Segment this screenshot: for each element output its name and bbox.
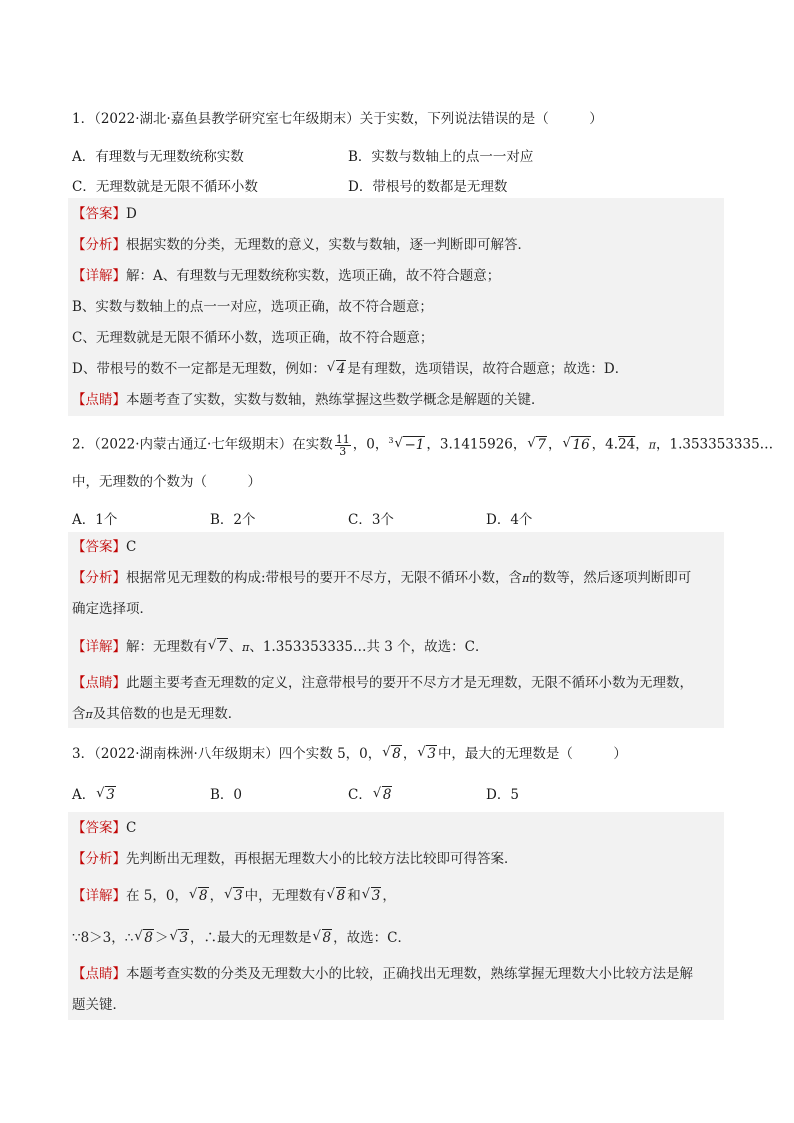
radicand: 8 <box>198 888 208 904</box>
detail-text: ， <box>209 888 224 904</box>
comment-text: 含 <box>72 706 86 722</box>
q3-stem <box>72 742 722 762</box>
analysis-text: 根据常见无理数的构成:带根号的要开不尽方，无限不循环小数，含 <box>126 570 523 586</box>
option-label: A． <box>72 787 96 803</box>
pi-symbol: π <box>522 572 530 585</box>
radicand: 3 <box>427 746 436 762</box>
detail-text: 在 5，0， <box>126 888 188 904</box>
detail-text: 解：A、有理数与无理数统称实数，选项正确，故不符合题意； <box>126 268 501 284</box>
q2-option-b: B．2个 <box>210 512 256 528</box>
comment-tag: 【点睛】 <box>72 966 126 982</box>
analysis-tag: 【分析】 <box>72 851 126 867</box>
q2-analysis-2: 确定选择项． <box>72 601 153 617</box>
detail-text: 是有理数，选项错误，故符合题意；故选：D． <box>347 361 629 377</box>
q2-solution-box <box>68 532 724 728</box>
radicand: 8 <box>382 787 392 803</box>
detail-text: ∵8＞3，∴ <box>72 930 134 946</box>
q3-answer <box>72 820 722 836</box>
radicand: 4 <box>336 361 346 377</box>
q1-option-c: C．无理数就是无限不循环小数 <box>72 179 258 195</box>
answer-tag: 【答案】 <box>72 206 126 222</box>
repeating-digits: 24 <box>618 436 636 453</box>
q3-detail-2 <box>72 930 722 946</box>
detail-text: ，∴最大的无理数是 <box>190 930 312 946</box>
sqrt-symbol <box>362 888 382 904</box>
detail-text: ， <box>382 888 396 904</box>
detail-tag: 【详解】 <box>72 268 126 284</box>
q2-comment-1 <box>72 675 722 691</box>
radicand: 8 <box>144 930 153 946</box>
stem-text: 中，最大的无理数是（ ） <box>437 746 627 762</box>
sqrt-symbol <box>208 639 228 655</box>
q1-answer <box>72 206 722 222</box>
q2-stem <box>72 428 774 459</box>
detail-text: ＞ <box>154 930 169 946</box>
detail-text: ，故选：C． <box>333 930 411 946</box>
sqrt-symbol <box>327 361 347 377</box>
cube-root-symbol <box>394 432 425 458</box>
q2-option-d: D．4个 <box>486 512 533 528</box>
radicand: 8 <box>322 930 332 946</box>
q2-comment-2 <box>72 706 722 723</box>
stem-text: 3．（2022·湖南株洲·八年级期末）四个实数 5，0， <box>72 746 382 762</box>
answer-tag: 【答案】 <box>72 820 126 836</box>
q1-detail-2: B、实数与数轴上的点一一对应，选项正确，故不符合题意； <box>72 299 433 315</box>
radicand: 3 <box>179 930 189 946</box>
sqrt-symbol <box>382 746 402 762</box>
stem-text: ，1.353353335… <box>655 436 774 453</box>
sqrt-symbol <box>189 888 209 904</box>
q3-option-a <box>72 783 117 803</box>
q2-option-c: C．3个 <box>348 512 394 528</box>
pi-symbol: π <box>242 641 250 654</box>
q3-option-b: B．0 <box>210 787 243 803</box>
q2-detail <box>72 639 722 656</box>
analysis-tag: 【分析】 <box>72 570 126 586</box>
detail-tag: 【详解】 <box>72 888 126 904</box>
radicand: 16 <box>572 436 590 453</box>
detail-text: D、带根号的数不一定都是无理数，例如： <box>72 361 326 377</box>
comment-text: 及其倍数的也是无理数． <box>92 706 242 722</box>
analysis-text: 根据实数的分类，无理数的意义，实数与数轴，逐一判断即可解答． <box>126 237 531 253</box>
q1-detail-4 <box>72 361 722 377</box>
stem-text: ，0， <box>352 436 389 453</box>
q2-option-a: A．1个 <box>72 512 118 528</box>
radicand: 8 <box>392 746 401 762</box>
sqrt-symbol <box>562 432 590 458</box>
q2-stem-line2: 中，无理数的个数为（ ） <box>72 474 261 490</box>
sqrt-symbol <box>313 930 333 946</box>
detail-text: 、1.353353335…共 3 个，故选：C． <box>249 639 489 655</box>
stem-text: ，4. <box>591 436 619 453</box>
q3-comment-2: 题关键． <box>72 997 126 1013</box>
q1-comment <box>72 392 722 408</box>
option-label: C． <box>348 787 372 803</box>
sqrt-symbol <box>373 787 393 803</box>
sqrt-symbol <box>327 888 347 904</box>
q1-detail-1 <box>72 268 722 284</box>
stem-text: ， <box>402 746 417 762</box>
q3-option-c <box>348 783 393 803</box>
detail-text: 和 <box>347 888 361 904</box>
stem-text: ， <box>547 436 562 453</box>
comment-text: 本题考查实数的分类及无理数大小的比较，正确找出无理数，熟练掌握无理数大小比较方法是解 <box>126 966 693 982</box>
radicand: −1 <box>404 436 425 453</box>
numerator: 11 <box>335 432 350 446</box>
sqrt-symbol <box>417 746 437 762</box>
sqrt-symbol <box>169 930 189 946</box>
answer-value: D <box>126 206 137 222</box>
sqrt-symbol <box>224 888 244 904</box>
q1-detail-3: C、无理数就是无限不循环小数，选项正确，故不符合题意； <box>72 330 434 346</box>
sqrt-symbol <box>527 432 547 458</box>
detail-text: 中，无理数有 <box>244 888 326 904</box>
q1-option-a: A．有理数与无理数统称实数 <box>72 149 244 165</box>
radicand: 7 <box>537 436 546 453</box>
answer-value: C <box>126 820 137 836</box>
answer-value: C <box>126 539 137 555</box>
analysis-tag: 【分析】 <box>72 237 126 253</box>
pi-symbol: π <box>85 708 93 721</box>
fraction <box>335 434 351 457</box>
stem-text: ， <box>635 436 649 453</box>
radicand: 8 <box>336 888 346 904</box>
detail-text: 解：无理数有 <box>126 639 207 655</box>
radicand: 3 <box>371 888 381 904</box>
q1-option-d: D．带根号的数都是无理数 <box>348 179 508 195</box>
q3-detail-1 <box>72 888 722 904</box>
comment-tag: 【点睛】 <box>72 392 126 408</box>
radicand: 3 <box>106 787 115 803</box>
stem-text: ，3.1415926， <box>426 436 527 453</box>
root-index: 3 <box>388 436 394 445</box>
comment-text: 本题考查了实数，实数与数轴，熟练掌握这些数学概念是解题的关键． <box>126 392 545 408</box>
sqrt-symbol <box>134 930 154 946</box>
stem-text: 2．（2022·内蒙古通辽·七年级期末）在实数 <box>72 436 333 453</box>
sqrt-symbol <box>96 787 116 803</box>
answer-tag: 【答案】 <box>72 539 126 555</box>
q3-analysis <box>72 851 722 867</box>
q3-option-d: D．5 <box>486 787 519 803</box>
analysis-text: 的数等，然后逐项判断即可 <box>529 570 692 586</box>
radicand: 7 <box>218 639 227 655</box>
q1-analysis <box>72 237 722 253</box>
detail-tag: 【详解】 <box>72 639 126 655</box>
denominator: 3 <box>339 444 347 458</box>
comment-tag: 【点睛】 <box>72 675 126 691</box>
q2-answer <box>72 539 722 555</box>
q1-stem: 1．（2022·湖北·嘉鱼县教学研究室七年级期末）关于实数，下列说法错误的是（ ） <box>72 111 603 127</box>
q1-option-b: B．实数与数轴上的点一一对应 <box>348 149 534 165</box>
analysis-text: 先判断出无理数，再根据无理数大小的比较方法比较即可得答案． <box>126 851 518 867</box>
comment-text: 此题主要考查无理数的定义，注意带根号的要开不尽方才是无理数，无限不循环小数为无理数， <box>126 675 693 691</box>
q3-solution-box <box>68 812 724 1020</box>
pi-symbol: π <box>648 438 656 452</box>
radicand: 3 <box>234 888 243 904</box>
detail-text: 、 <box>228 639 243 655</box>
q2-analysis-1 <box>72 570 722 587</box>
q3-comment-1 <box>72 966 722 982</box>
